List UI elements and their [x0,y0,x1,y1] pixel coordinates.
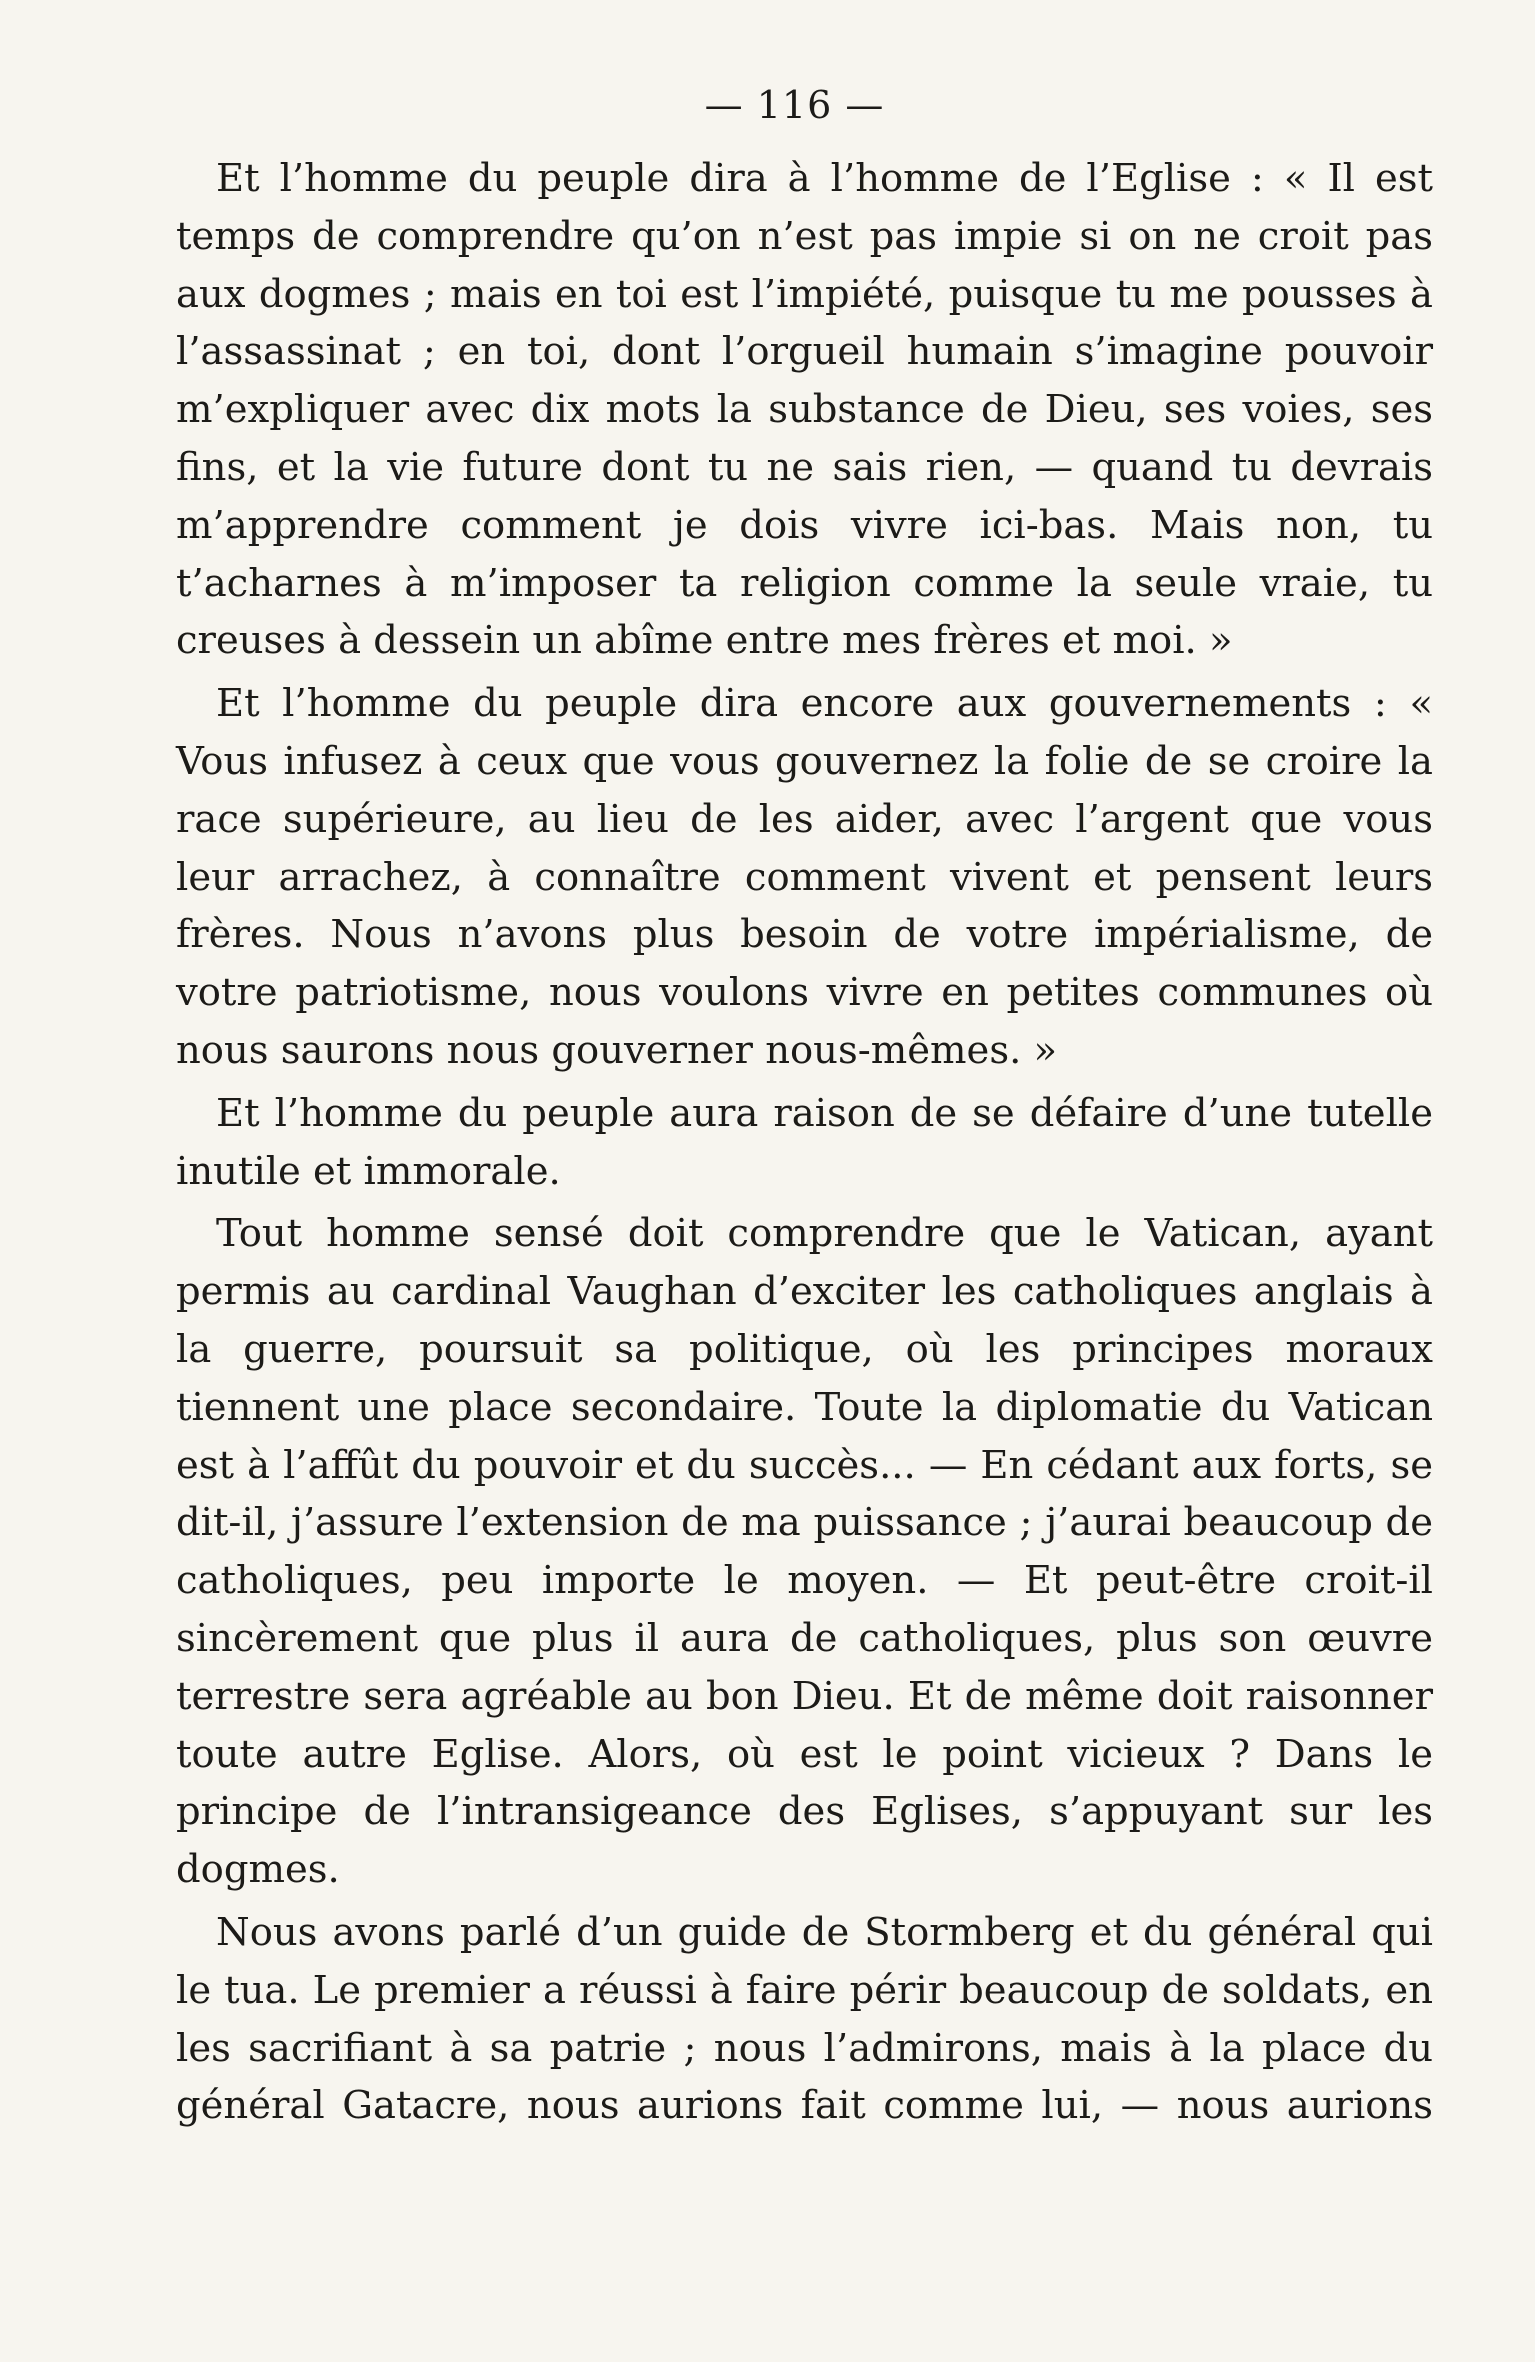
paragraph-gouvernements: Et l’homme du peuple dira encore aux gouvernements : « Vous infusez à ceux que vous gouvernez la folie de se croire la race supérieure, au lieu de les aider, avec l’argent que vous leur arrachez, à connaître comment vivent et pensent leurs frères. Nous n’avons plus besoin de votre impérialisme, de votre patriotisme, nous voulons vivre en petites communes où nous saurons nous gouverner nous-mêmes. » [176,681,1433,1073]
paragraph-stormberg: Nous avons parlé d’un guide de Stormberg et du général qui le tua. Le premier a réussi à faire périr beaucoup de soldats, en les sacrifiant à sa patrie ; nous l’admirons, mais à la place du général Gatacre, nous aurions fait comme lui, — nous aurions [176,1909,1433,2129]
paragraph-eglise: Et l’homme du peuple dira à l’homme de l’Eglise : « Il est temps de comprendre qu’on n’est pas impie si on ne croit pas aux dogmes ; mais en toi est l’impiété, puisque tu me pousses à l’assassinat ; en toi, dont l’orgueil humain s’imagine pouvoir m’expliquer avec dix mots la substance de Dieu, ses voies, ses fins, et la vie future dont tu ne sais rien, — quand tu devrais m’apprendre comment je dois vivre ici-bas. Mais non, tu t’acharnes à m’imposer ta religion comme la seule vraie, tu creuses à dessein un abîme entre mes frères et moi. » [176,156,1433,664]
page-number: — 116 — [704,83,885,127]
paragraph-vatican: Tout homme sensé doit comprendre que le Vatican, ayant permis au cardinal Vaughan d’exciter les catholiques anglais à la guerre, poursuit sa politique, où les principes moraux tiennent une place secondaire. Toute la diplomatie du Vatican est à l’affût du pouvoir et du succès... — En cédant aux forts, se dit-il, j’assure l’extension de ma puissance ; j’aurai beaucoup de catholiques, peu importe le moyen. — Et peut-être croit-il sincèrement que plus il aura de catholiques, plus son œuvre terrestre sera agréable au bon Dieu. Et de même doit raisonner toute autre Eglise. Alors, où est le point vicieux ? Dans le principe de l’intransigeance des Eglises, s’appuyant sur les dogmes. [176,1211,1433,1893]
paragraph-tutelle: Et l’homme du peuple aura raison de se défaire d’une tutelle inutile et immorale. [176,1090,1433,1194]
